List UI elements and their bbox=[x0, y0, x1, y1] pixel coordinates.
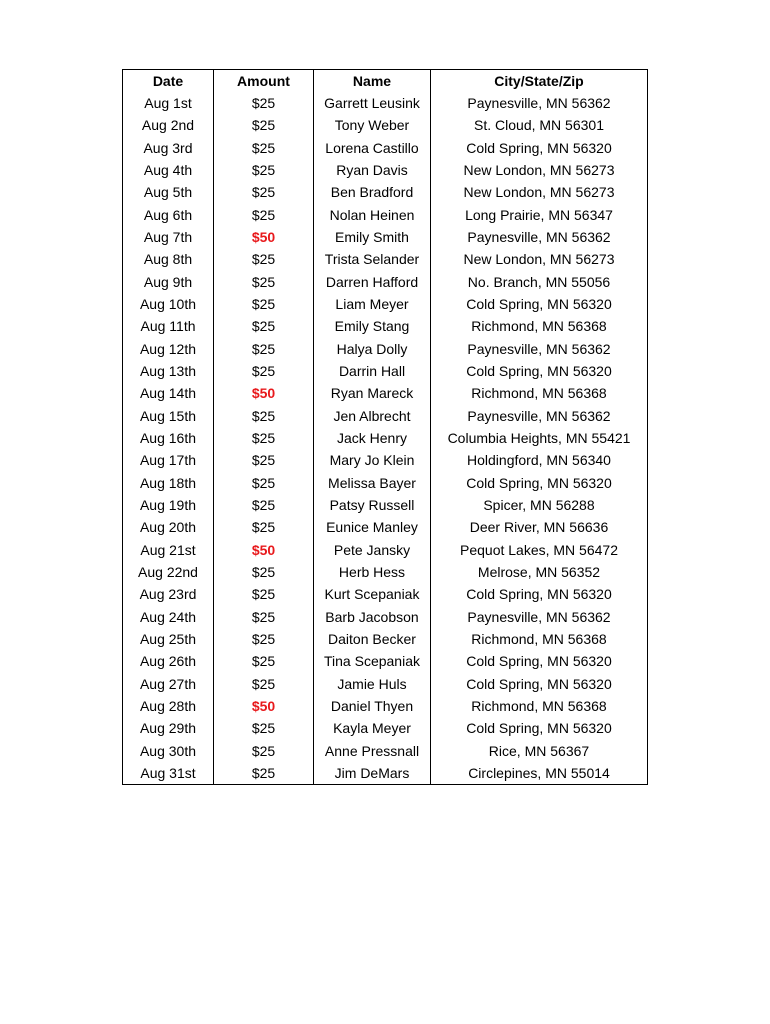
cell-amount: $25 bbox=[214, 181, 314, 203]
cell-city-state-zip: Cold Spring, MN 56320 bbox=[431, 673, 648, 695]
cell-city-state-zip: Long Prairie, MN 56347 bbox=[431, 204, 648, 226]
cell-name: Nolan Heinen bbox=[314, 204, 431, 226]
cell-city-state-zip: Cold Spring, MN 56320 bbox=[431, 717, 648, 739]
table-row bbox=[123, 226, 648, 248]
cell-name: Daniel Thyen bbox=[314, 695, 431, 717]
cell-date: Aug 3rd bbox=[123, 137, 214, 159]
table-row bbox=[123, 606, 648, 628]
cell-date: Aug 27th bbox=[123, 673, 214, 695]
cell-name: Lorena Castillo bbox=[314, 137, 431, 159]
cell-name: Emily Stang bbox=[314, 315, 431, 337]
cell-amount: $25 bbox=[214, 315, 314, 337]
cell-city-state-zip: Circlepines, MN 55014 bbox=[431, 762, 648, 785]
cell-name: Kurt Scepaniak bbox=[314, 583, 431, 605]
cell-name: Anne Pressnall bbox=[314, 740, 431, 762]
cell-name: Tina Scepaniak bbox=[314, 650, 431, 672]
cell-date: Aug 16th bbox=[123, 427, 214, 449]
header-amount: Amount bbox=[214, 70, 314, 93]
cell-amount: $25 bbox=[214, 114, 314, 136]
cell-city-state-zip: Holdingford, MN 56340 bbox=[431, 449, 648, 471]
cell-amount: $25 bbox=[214, 293, 314, 315]
cell-amount: $25 bbox=[214, 628, 314, 650]
cell-amount: $25 bbox=[214, 583, 314, 605]
cell-city-state-zip: Cold Spring, MN 56320 bbox=[431, 472, 648, 494]
cell-amount: $25 bbox=[214, 717, 314, 739]
table-header bbox=[123, 70, 648, 93]
cell-date: Aug 14th bbox=[123, 382, 214, 404]
cell-name: Emily Smith bbox=[314, 226, 431, 248]
table-row bbox=[123, 472, 648, 494]
cell-date: Aug 1st bbox=[123, 92, 214, 114]
cell-amount: $25 bbox=[214, 92, 314, 114]
cell-amount: $25 bbox=[214, 405, 314, 427]
cell-amount: $25 bbox=[214, 338, 314, 360]
cell-date: Aug 28th bbox=[123, 695, 214, 717]
table-row bbox=[123, 673, 648, 695]
table-row bbox=[123, 494, 648, 516]
cell-name: Jim DeMars bbox=[314, 762, 431, 785]
cell-amount: $50 bbox=[214, 226, 314, 248]
cell-date: Aug 19th bbox=[123, 494, 214, 516]
table-row bbox=[123, 159, 648, 181]
cell-amount: $25 bbox=[214, 650, 314, 672]
cell-date: Aug 22nd bbox=[123, 561, 214, 583]
table-row bbox=[123, 293, 648, 315]
cell-city-state-zip: Cold Spring, MN 56320 bbox=[431, 650, 648, 672]
cell-date: Aug 21st bbox=[123, 539, 214, 561]
cell-amount: $25 bbox=[214, 740, 314, 762]
cell-city-state-zip: Cold Spring, MN 56320 bbox=[431, 293, 648, 315]
cell-date: Aug 17th bbox=[123, 449, 214, 471]
cell-date: Aug 29th bbox=[123, 717, 214, 739]
cell-amount: $25 bbox=[214, 137, 314, 159]
cell-city-state-zip: Paynesville, MN 56362 bbox=[431, 92, 648, 114]
table-row bbox=[123, 382, 648, 404]
cell-date: Aug 10th bbox=[123, 293, 214, 315]
cell-date: Aug 8th bbox=[123, 248, 214, 270]
cell-city-state-zip: Paynesville, MN 56362 bbox=[431, 338, 648, 360]
cell-name: Eunice Manley bbox=[314, 516, 431, 538]
cell-amount: $25 bbox=[214, 561, 314, 583]
table-row bbox=[123, 315, 648, 337]
table-row bbox=[123, 427, 648, 449]
cell-name: Patsy Russell bbox=[314, 494, 431, 516]
cell-amount: $25 bbox=[214, 248, 314, 270]
cell-amount: $25 bbox=[214, 449, 314, 471]
cell-date: Aug 7th bbox=[123, 226, 214, 248]
cell-date: Aug 6th bbox=[123, 204, 214, 226]
cell-name: Mary Jo Klein bbox=[314, 449, 431, 471]
cell-date: Aug 11th bbox=[123, 315, 214, 337]
table-row bbox=[123, 137, 648, 159]
cell-name: Pete Jansky bbox=[314, 539, 431, 561]
header-city-state-zip: City/State/Zip bbox=[431, 70, 648, 93]
cell-name: Ben Bradford bbox=[314, 181, 431, 203]
cell-amount: $25 bbox=[214, 516, 314, 538]
cell-date: Aug 31st bbox=[123, 762, 214, 785]
cell-date: Aug 9th bbox=[123, 271, 214, 293]
cell-date: Aug 23rd bbox=[123, 583, 214, 605]
table-row bbox=[123, 114, 648, 136]
cell-date: Aug 13th bbox=[123, 360, 214, 382]
cell-name: Tony Weber bbox=[314, 114, 431, 136]
cell-amount: $25 bbox=[214, 494, 314, 516]
cell-date: Aug 15th bbox=[123, 405, 214, 427]
cell-name: Herb Hess bbox=[314, 561, 431, 583]
cell-amount: $50 bbox=[214, 695, 314, 717]
cell-date: Aug 30th bbox=[123, 740, 214, 762]
table-row bbox=[123, 740, 648, 762]
cell-name: Melissa Bayer bbox=[314, 472, 431, 494]
cell-city-state-zip: Deer River, MN 56636 bbox=[431, 516, 648, 538]
cell-name: Daiton Becker bbox=[314, 628, 431, 650]
cell-date: Aug 12th bbox=[123, 338, 214, 360]
cell-name: Trista Selander bbox=[314, 248, 431, 270]
cell-date: Aug 20th bbox=[123, 516, 214, 538]
cell-name: Ryan Davis bbox=[314, 159, 431, 181]
cell-city-state-zip: Pequot Lakes, MN 56472 bbox=[431, 539, 648, 561]
cell-name: Ryan Mareck bbox=[314, 382, 431, 404]
table-row bbox=[123, 248, 648, 270]
donation-table bbox=[122, 69, 648, 785]
table-row bbox=[123, 92, 648, 114]
table-row bbox=[123, 360, 648, 382]
cell-name: Darren Hafford bbox=[314, 271, 431, 293]
cell-city-state-zip: Paynesville, MN 56362 bbox=[431, 405, 648, 427]
cell-date: Aug 5th bbox=[123, 181, 214, 203]
cell-amount: $50 bbox=[214, 539, 314, 561]
cell-name: Jen Albrecht bbox=[314, 405, 431, 427]
header-name: Name bbox=[314, 70, 431, 93]
cell-name: Kayla Meyer bbox=[314, 717, 431, 739]
cell-name: Darrin Hall bbox=[314, 360, 431, 382]
cell-amount: $25 bbox=[214, 271, 314, 293]
cell-city-state-zip: New London, MN 56273 bbox=[431, 181, 648, 203]
cell-city-state-zip: Rice, MN 56367 bbox=[431, 740, 648, 762]
cell-city-state-zip: Paynesville, MN 56362 bbox=[431, 226, 648, 248]
cell-city-state-zip: Spicer, MN 56288 bbox=[431, 494, 648, 516]
cell-city-state-zip: Richmond, MN 56368 bbox=[431, 628, 648, 650]
table-row bbox=[123, 181, 648, 203]
cell-name: Jack Henry bbox=[314, 427, 431, 449]
cell-city-state-zip: Cold Spring, MN 56320 bbox=[431, 137, 648, 159]
cell-date: Aug 4th bbox=[123, 159, 214, 181]
cell-name: Barb Jacobson bbox=[314, 606, 431, 628]
cell-date: Aug 25th bbox=[123, 628, 214, 650]
table-row bbox=[123, 583, 648, 605]
table-row bbox=[123, 628, 648, 650]
cell-amount: $25 bbox=[214, 360, 314, 382]
cell-name: Jamie Huls bbox=[314, 673, 431, 695]
cell-name: Halya Dolly bbox=[314, 338, 431, 360]
cell-amount: $25 bbox=[214, 762, 314, 785]
cell-city-state-zip: Richmond, MN 56368 bbox=[431, 382, 648, 404]
table-row bbox=[123, 516, 648, 538]
cell-amount: $25 bbox=[214, 204, 314, 226]
table-row bbox=[123, 338, 648, 360]
table-row bbox=[123, 271, 648, 293]
cell-amount: $25 bbox=[214, 606, 314, 628]
table-row bbox=[123, 717, 648, 739]
table-row bbox=[123, 762, 648, 785]
cell-city-state-zip: Paynesville, MN 56362 bbox=[431, 606, 648, 628]
table-row bbox=[123, 695, 648, 717]
table-row bbox=[123, 405, 648, 427]
cell-amount: $25 bbox=[214, 159, 314, 181]
cell-amount: $50 bbox=[214, 382, 314, 404]
table-row bbox=[123, 561, 648, 583]
cell-date: Aug 2nd bbox=[123, 114, 214, 136]
cell-amount: $25 bbox=[214, 427, 314, 449]
cell-name: Liam Meyer bbox=[314, 293, 431, 315]
cell-date: Aug 18th bbox=[123, 472, 214, 494]
cell-city-state-zip: Cold Spring, MN 56320 bbox=[431, 583, 648, 605]
cell-city-state-zip: Melrose, MN 56352 bbox=[431, 561, 648, 583]
table-row bbox=[123, 449, 648, 471]
cell-city-state-zip: New London, MN 56273 bbox=[431, 159, 648, 181]
cell-name: Garrett Leusink bbox=[314, 92, 431, 114]
table-body bbox=[123, 92, 648, 785]
cell-city-state-zip: New London, MN 56273 bbox=[431, 248, 648, 270]
cell-city-state-zip: Richmond, MN 56368 bbox=[431, 695, 648, 717]
cell-city-state-zip: Richmond, MN 56368 bbox=[431, 315, 648, 337]
cell-amount: $25 bbox=[214, 472, 314, 494]
cell-city-state-zip: No. Branch, MN 55056 bbox=[431, 271, 648, 293]
cell-amount: $25 bbox=[214, 673, 314, 695]
cell-date: Aug 24th bbox=[123, 606, 214, 628]
header-row bbox=[123, 70, 648, 93]
cell-city-state-zip: Columbia Heights, MN 55421 bbox=[431, 427, 648, 449]
table-row bbox=[123, 650, 648, 672]
table-row bbox=[123, 539, 648, 561]
cell-city-state-zip: St. Cloud, MN 56301 bbox=[431, 114, 648, 136]
cell-date: Aug 26th bbox=[123, 650, 214, 672]
cell-city-state-zip: Cold Spring, MN 56320 bbox=[431, 360, 648, 382]
header-date: Date bbox=[123, 70, 214, 93]
table-row bbox=[123, 204, 648, 226]
